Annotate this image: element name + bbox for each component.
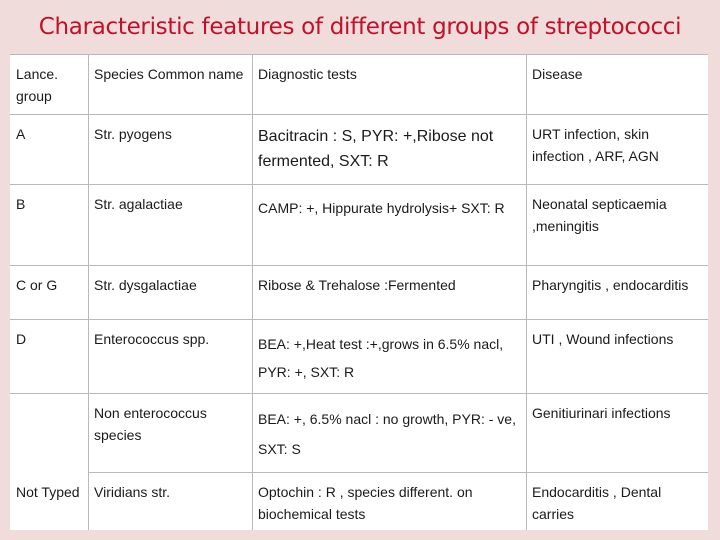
cell-species: Str. agalactiae <box>94 196 183 212</box>
cell-species: Non enterococcus species <box>94 405 207 443</box>
cell-disease: Genitiurinari infections <box>532 405 671 421</box>
cell-group: B <box>16 196 26 212</box>
cell-tests: Optochin : R , species different. on biochemical tests <box>258 484 473 522</box>
table-row <box>10 185 708 265</box>
column-divider <box>526 55 527 530</box>
cell-group: D <box>16 331 27 347</box>
slide-title: Characteristic features of different groups of streptococci <box>38 14 682 40</box>
table-header-row <box>10 55 708 114</box>
streptococci-table <box>10 54 708 530</box>
header-group: Lance. group <box>16 66 59 104</box>
cell-species: Viridians str. <box>94 484 170 500</box>
cell-group <box>10 394 88 472</box>
cell-species: Str. pyogens <box>94 126 172 142</box>
cell-tests: BEA: +, 6.5% nacl : no growth, PYR: - ve, SXT: S <box>258 411 516 457</box>
cell-tests: CAMP: +, Hippurate hydrolysis+ SXT: R <box>258 200 505 216</box>
header-species: Species Common name <box>94 66 244 82</box>
table-row <box>10 320 708 393</box>
cell-tests: Bacitracin : S, PYR: +,Ribose not fermented, SXT: R <box>258 128 494 170</box>
column-divider <box>88 55 89 530</box>
table-row <box>10 266 708 319</box>
header-disease: Disease <box>532 66 583 82</box>
cell-disease: URT infection, skin infection , ARF, AGN <box>532 126 659 164</box>
cell-species: Str. dysgalactiae <box>94 277 197 293</box>
table-row <box>10 394 708 472</box>
column-divider <box>252 55 253 530</box>
cell-disease: Pharyngitis , endocarditis <box>532 277 689 293</box>
table-row <box>10 473 708 530</box>
table-row <box>10 115 708 184</box>
cell-group: C or G <box>16 277 58 293</box>
header-tests: Diagnostic tests <box>258 66 357 82</box>
cell-group: A <box>16 126 26 142</box>
cell-disease: UTI , Wound infections <box>532 331 674 347</box>
cell-disease: Neonatal septicaemia ,meningitis <box>532 196 667 234</box>
cell-tests: Ribose & Trehalose :Fermented <box>258 277 456 293</box>
cell-species: Enterococcus spp. <box>94 331 210 347</box>
cell-disease: Endocarditis , Dental carries <box>532 484 662 522</box>
cell-group: Not Typed <box>16 484 80 500</box>
cell-tests: BEA: +,Heat test :+,grows in 6.5% nacl, PYR: +, SXT: R <box>258 336 504 380</box>
